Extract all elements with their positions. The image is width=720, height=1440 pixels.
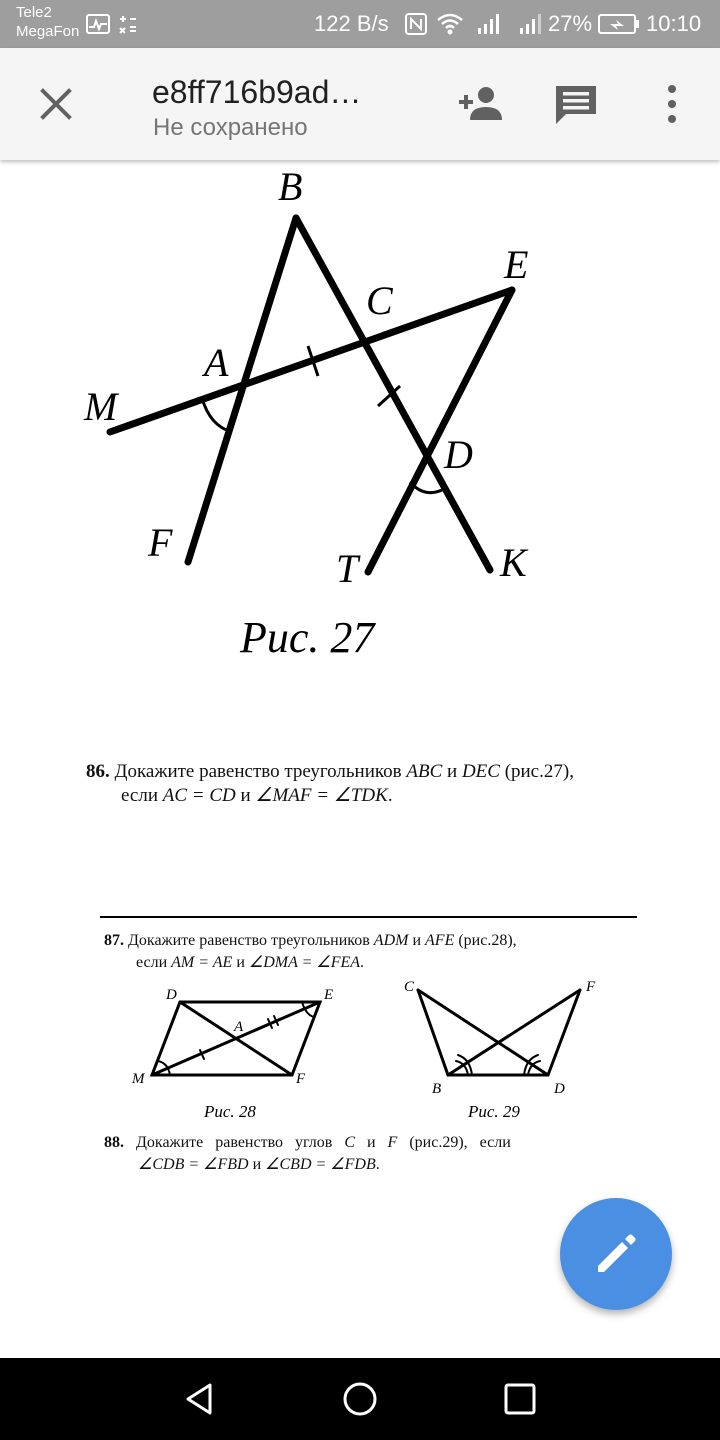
edit-button[interactable] xyxy=(560,1198,672,1310)
close-icon[interactable] xyxy=(28,76,84,132)
fig27-point-e: E xyxy=(504,242,529,287)
fig27-point-d: D xyxy=(444,432,473,477)
page-divider xyxy=(100,916,637,918)
problem-86-line-2: если AC = CD и ∠MAF = ∠TDK. xyxy=(121,785,393,806)
fig27-point-f: F xyxy=(148,520,173,565)
activity-monitor-icon xyxy=(86,14,110,34)
document-page xyxy=(0,160,720,1358)
fig27-point-c: C xyxy=(366,278,393,323)
carrier-tele2: Tele2 xyxy=(16,4,52,21)
fig27-point-b: B xyxy=(278,164,303,209)
problem-87-line-2: если AM = AE и ∠DMA = ∠FEA. xyxy=(136,954,365,971)
navigation-bar xyxy=(0,1358,720,1440)
pencil-icon xyxy=(560,1198,672,1310)
clock: 10:10 xyxy=(646,11,702,36)
calculator-icon xyxy=(118,14,138,34)
carrier-label xyxy=(16,3,79,41)
fig28-point-f: F xyxy=(296,1071,306,1087)
figure-29-caption: Рис. 29 xyxy=(468,1102,520,1121)
fig28-point-m: M xyxy=(132,1071,145,1087)
figure-27-caption: Рис. 27 xyxy=(240,613,375,662)
back-icon[interactable] xyxy=(180,1379,220,1419)
problem-86-line-1: 86. Докажите равенство треугольников ABC и DEC (рис.27), xyxy=(86,761,574,782)
add-person-icon[interactable] xyxy=(456,80,504,128)
document-title: e8ff716b9ad… xyxy=(152,74,362,110)
figures-28-29-diagram xyxy=(0,975,720,1125)
fig27-point-m: M xyxy=(84,384,118,429)
fig28-point-a: A xyxy=(234,1019,244,1035)
problem-88-line-1: 88. Докажите равенство углов C и F (рис.29), если xyxy=(104,1134,511,1151)
fig27-point-a: A xyxy=(204,340,229,385)
fig29-point-d: D xyxy=(554,1081,565,1097)
fig29-point-c: C xyxy=(404,979,415,995)
problem-88 xyxy=(104,1132,511,1176)
figure-27-diagram xyxy=(0,160,720,610)
signal-icon-2 xyxy=(518,12,544,36)
fig29-point-f: F xyxy=(586,979,596,995)
signal-icon-1 xyxy=(476,12,502,36)
network-speed: 122 B/s xyxy=(314,11,389,36)
battery-charging-icon xyxy=(598,13,640,35)
problem-87-line-1: 87. Докажите равенство треугольников ADM и AFE (рис.28), xyxy=(104,932,517,949)
status-bar xyxy=(0,0,720,48)
fig28-point-e: E xyxy=(324,987,334,1003)
recents-icon[interactable] xyxy=(500,1379,540,1419)
save-status: Не сохранено xyxy=(153,114,308,141)
fig27-point-k: K xyxy=(500,540,527,585)
problem-87 xyxy=(104,930,517,974)
nfc-icon xyxy=(404,12,428,36)
fig29-point-b: B xyxy=(432,1081,442,1097)
carrier-megafon: MegaFon xyxy=(16,23,80,40)
figure-28-caption: Рис. 28 xyxy=(204,1102,256,1121)
home-icon[interactable] xyxy=(340,1379,380,1419)
problem-86 xyxy=(86,760,574,808)
comment-icon[interactable] xyxy=(552,80,600,128)
fig28-point-d: D xyxy=(166,987,177,1003)
problem-88-line-2: ∠CDB = ∠FBD и ∠CBD = ∠FDB. xyxy=(138,1156,380,1173)
battery-percent: 27% xyxy=(548,11,593,36)
fig27-point-t: T xyxy=(336,546,359,591)
app-bar xyxy=(0,48,720,160)
wifi-icon xyxy=(436,12,464,36)
more-options-icon[interactable] xyxy=(648,80,696,128)
